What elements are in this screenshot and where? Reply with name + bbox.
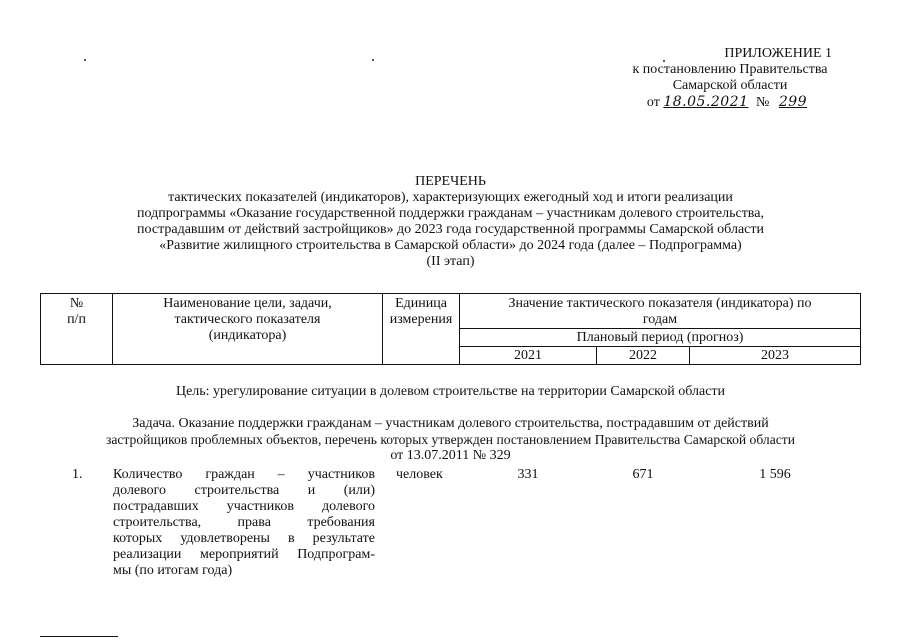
number-prefix: № [756,95,770,110]
approval-date-line [600,94,860,110]
task-line: Задача. Оказание поддержки гражданам – участникам долевого строительства, пострадавшим от действий [132,416,769,431]
row-name-line: которых удовлетворены в результате [113,531,375,546]
footnote-rule [40,636,118,637]
title-heading: ПЕРЕЧЕНЬ [415,174,486,189]
title-line: пострадавшим от действий застройщиков» до 2023 года государственной программы Самарской области [137,222,764,237]
date-prefix: от [646,95,660,110]
row-unit: человек [396,467,443,482]
header-value-line: годам [642,312,678,327]
header-name-line: (индикатора) [208,328,287,343]
handwritten-number: 299 [778,94,808,110]
header-year: 2022 [629,348,657,363]
header-year: 2021 [514,348,542,363]
table-divider [459,328,860,329]
approval-block [600,46,860,110]
task-line: от 13.07.2011 № 329 [390,448,511,463]
table-border-top [40,293,861,294]
row-name-line: мы (по итогам года) [113,563,233,578]
approval-line-2: к постановлению Правительства [632,62,828,77]
task-line: застройщиков проблемных объектов, перечень которых утвержден постановлением Правительства Самарской области [105,432,795,447]
title-line: «Развитие жилищного строительства в Самарской области» до 2024 года (далее – Подпрограмма) [159,238,742,253]
header-value [460,296,860,328]
header-year: 2023 [761,348,789,363]
header-number-line: № [69,296,84,311]
row-value-2022: 671 [632,467,654,482]
header-name-line: тактического показателя [174,312,321,327]
table-border-bottom [40,364,861,365]
header-unit [383,296,459,328]
table-divider [459,346,860,347]
approval-title: ПРИЛОЖЕНИЕ 1 [724,46,832,61]
document-title [40,174,861,270]
row-name-line: долевого строительства и (или) [113,483,375,498]
header-name [113,296,382,344]
row-name-line: строительства, права требования [113,515,375,530]
header-number-line: п/п [67,312,86,327]
header-number [41,296,112,328]
header-unit-line: измерения [389,312,453,327]
row-value-2021: 331 [517,467,539,482]
header-name-line: Наименование цели, задачи, [163,296,332,311]
handwritten-date: 18.05.2021 [663,94,749,110]
row-name-line: пострадавших участников долевого [113,499,375,514]
row-value-2023: 1 596 [759,467,791,482]
approval-line-3: Самарской области [672,78,788,93]
title-line: тактических показателей (индикаторов), характеризующих ежегодный ход и итоги реализации [168,190,733,205]
header-unit-line: Единица [395,296,447,311]
title-line: подпрограммы «Оказание государственной поддержки гражданам – участникам долевого строительства, [137,206,764,221]
title-line: (II этап) [426,254,475,269]
row-name-line: реализации мероприятий Подпрограм- [113,547,375,562]
scan-speck [372,59,374,61]
header-value-line: Значение тактического показателя (индикатора) по [508,296,812,311]
row-number: 1. [72,467,83,482]
scan-speck [84,59,86,61]
goal-text: Цель: урегулирование ситуации в долевом строительстве на территории Самарской области [175,384,726,399]
header-planned-period: Плановый период (прогноз) [576,330,744,345]
scan-speck [663,60,665,62]
table-border-right [860,293,861,365]
row-name-line: Количество граждан – участников [113,467,375,482]
